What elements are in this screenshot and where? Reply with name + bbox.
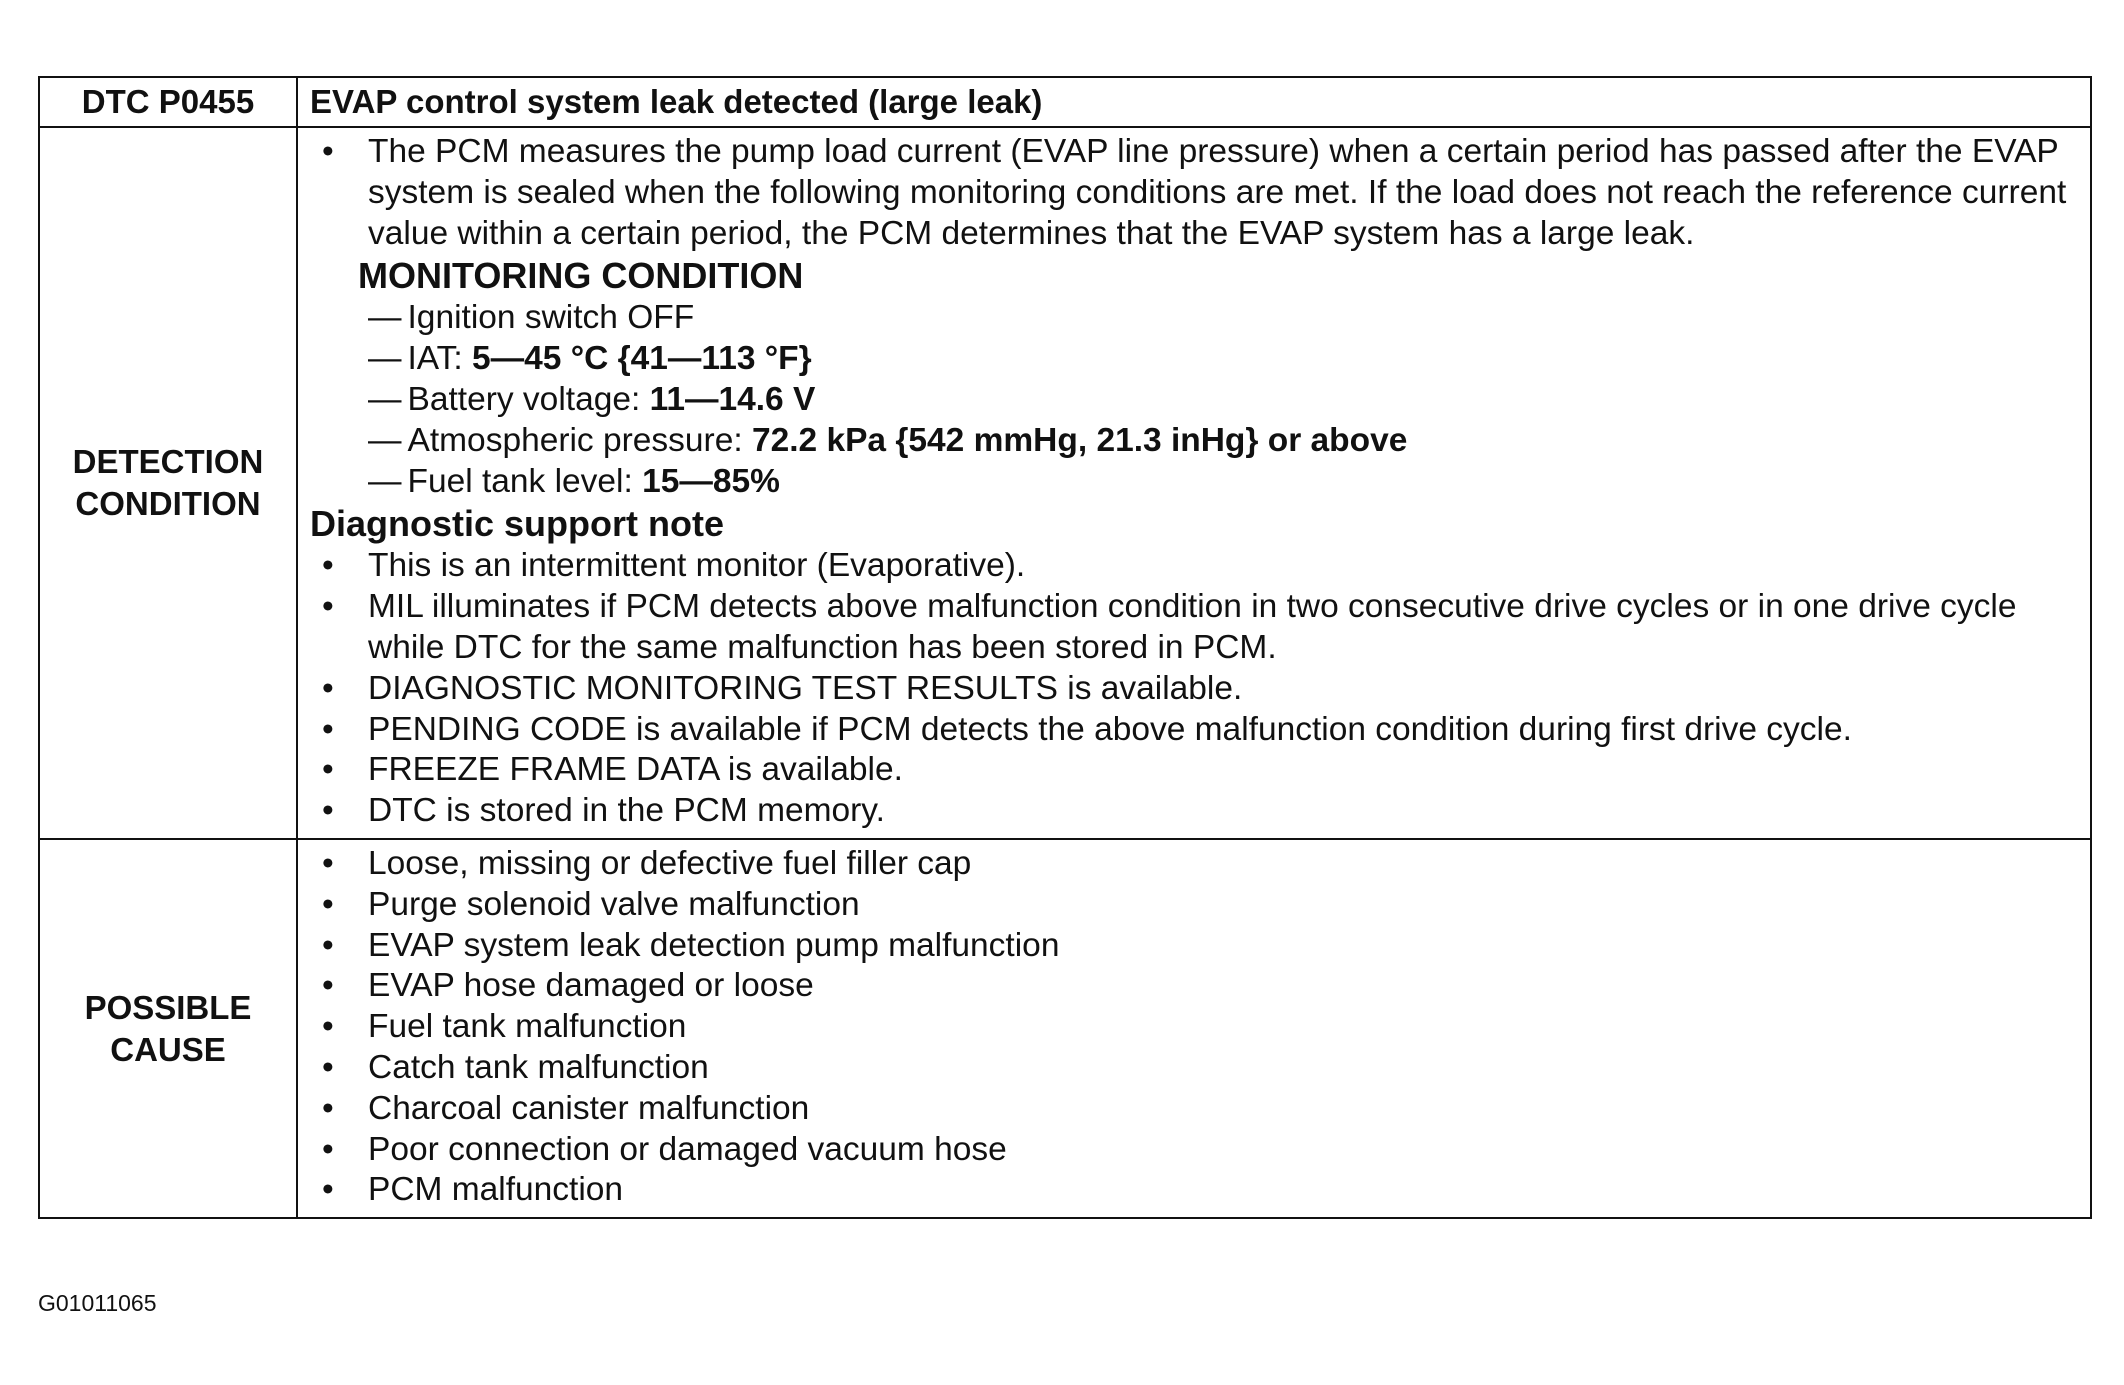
- detection-row: [39, 127, 2091, 839]
- monitoring-list: [310, 298, 2082, 502]
- possible-cause-item: • Catch tank malfunction: [310, 1048, 2082, 1089]
- monitoring-label: Ignition switch OFF: [407, 299, 695, 337]
- dtc-title: EVAP control system leak detected (large leak): [297, 77, 2091, 127]
- possible-cause-list: [310, 844, 2082, 1211]
- possible-cause-item: • Fuel tank malfunction: [310, 1007, 2082, 1048]
- monitoring-value: 5—45 °C {41—113 °F}: [472, 340, 812, 378]
- detection-content: [297, 127, 2091, 839]
- monitoring-heading: MONITORING CONDITION: [358, 255, 804, 297]
- dtc-code: DTC P0455: [39, 77, 297, 127]
- detection-intro-list: [310, 132, 2082, 254]
- possible-cause-content: [297, 839, 2091, 1218]
- monitoring-label: Battery voltage:: [407, 380, 650, 418]
- dash-mark: —: [368, 380, 402, 418]
- possible-cause-label: [39, 839, 297, 1218]
- detection-intro: • The PCM measures the pump load current (EVAP line pressure) when a certain period has passed after the EVAP system is sealed when the following monitoring conditions are met. If the load does not reach the reference current value within a certain period, the PCM determines that the EVAP system has a large leak.: [310, 132, 2082, 254]
- dash-mark: —: [368, 462, 402, 500]
- dash-mark: —: [368, 340, 402, 378]
- possible-cause-item: • EVAP hose damaged or loose: [310, 966, 2082, 1007]
- possible-cause-item: • PCM malfunction: [310, 1170, 2082, 1211]
- monitoring-label: Atmospheric pressure:: [407, 421, 752, 459]
- diagnostic-note-item: • DIAGNOSTIC MONITORING TEST RESULTS is available.: [310, 669, 2082, 710]
- possible-cause-item: • Loose, missing or defective fuel filler cap: [310, 844, 2082, 885]
- diagnostic-note-item: • PENDING CODE is available if PCM detects the above malfunction condition during first drive cycle.: [310, 710, 2082, 751]
- header-row: [39, 77, 2091, 127]
- diagnostic-note-list: [310, 546, 2082, 832]
- monitoring-value: 11—14.6 V: [649, 380, 816, 418]
- diagnostic-note-item: • MIL illuminates if PCM detects above malfunction condition in two consecutive drive cycles or in one drive cycle while DTC for the same malfunction has been stored in PCM.: [310, 587, 2082, 669]
- monitoring-item: [368, 380, 2082, 421]
- dash-mark: —: [368, 299, 402, 337]
- possible-cause-item: • EVAP system leak detection pump malfunction: [310, 926, 2082, 967]
- possible-cause-label-line2: CAUSE: [110, 1030, 226, 1068]
- monitoring-item: [368, 298, 2082, 339]
- monitoring-value: 15—85%: [642, 462, 780, 500]
- figure-id: G01011065: [38, 1290, 157, 1316]
- possible-cause-row: [39, 839, 2091, 1218]
- monitoring-label: IAT:: [407, 340, 473, 378]
- diagnostic-note-heading: Diagnostic support note: [310, 503, 724, 545]
- dtc-table: [38, 76, 2092, 1219]
- monitoring-item: [368, 421, 2082, 462]
- possible-cause-item: • Charcoal canister malfunction: [310, 1089, 2082, 1130]
- monitoring-value: 72.2 kPa {542 mmHg, 21.3 inHg} or above: [751, 421, 1408, 459]
- dash-mark: —: [368, 421, 402, 459]
- detection-label-line1: DETECTION: [72, 442, 264, 480]
- monitoring-item: [368, 339, 2082, 380]
- possible-cause-item: • Purge solenoid valve malfunction: [310, 885, 2082, 926]
- detection-label-line2: CONDITION: [75, 484, 261, 522]
- possible-cause-item: • Poor connection or damaged vacuum hose: [310, 1130, 2082, 1171]
- monitoring-label: Fuel tank level:: [407, 462, 643, 500]
- monitoring-item: [368, 462, 2082, 503]
- detection-label: [39, 127, 297, 839]
- possible-cause-label-line1: POSSIBLE: [84, 988, 252, 1026]
- diagnostic-note-item: • DTC is stored in the PCM memory.: [310, 791, 2082, 832]
- diagnostic-note-item: • This is an intermittent monitor (Evaporative).: [310, 546, 2082, 587]
- diagnostic-note-item: • FREEZE FRAME DATA is available.: [310, 750, 2082, 791]
